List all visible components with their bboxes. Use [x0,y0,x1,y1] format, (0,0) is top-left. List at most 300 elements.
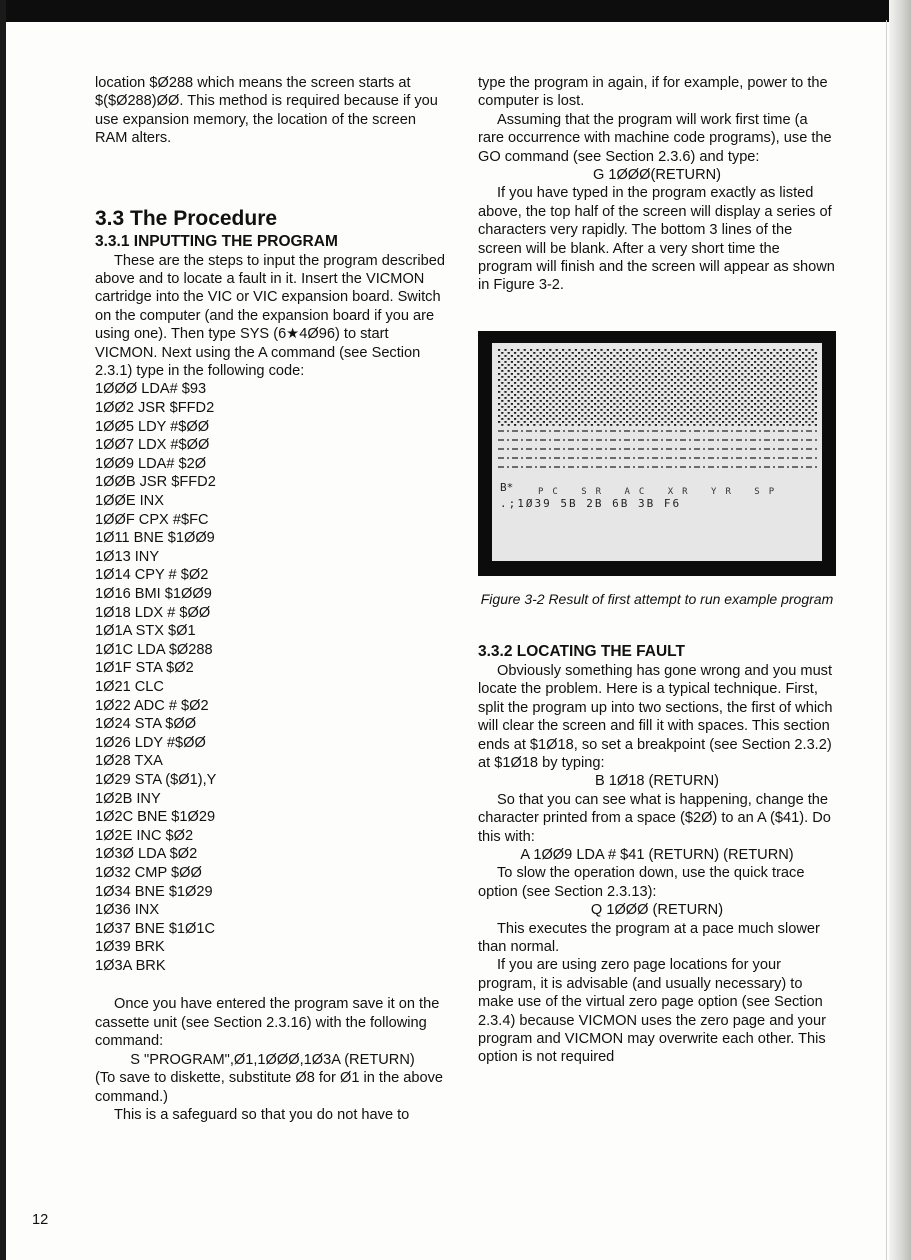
pattern-dot [716,391,718,393]
pattern-dot [524,355,526,357]
pattern-dot [572,358,574,360]
pattern-dot [616,352,618,354]
pattern-dot [588,385,590,387]
code-line: 1Ø16 BMI $1ØØ9 [95,586,212,602]
pattern-dot [562,361,564,363]
pattern-dot [642,394,644,396]
pattern-dot [693,358,695,360]
pattern-dot [591,382,593,384]
pattern-dot [607,373,609,375]
pattern-dot [693,376,695,378]
pattern-dot [543,385,545,387]
pattern-dot [655,418,657,420]
pattern-dot [703,367,705,369]
pattern-dot [741,373,743,375]
pattern-dot [796,424,798,426]
pattern-dot [591,418,593,420]
pattern-dot [703,391,705,393]
pattern-dot [549,409,551,411]
pattern-dot [498,415,500,417]
pattern-dot [664,421,666,423]
pattern-dot [556,397,558,399]
pattern-dot [677,421,679,423]
pattern-dot [546,418,548,420]
pattern-dot [568,385,570,387]
pattern-dot [738,370,740,372]
pattern-dot [498,367,500,369]
pattern-dot [760,373,762,375]
pattern-dot [815,412,817,414]
pattern-dot [687,364,689,366]
pattern-dot [530,361,532,363]
pattern-dot [815,382,817,384]
pattern-dot [764,400,766,402]
pattern-dot [703,361,705,363]
pattern-dot [581,397,583,399]
pattern-dot [757,424,759,426]
pattern-dot [719,418,721,420]
pattern-dot [748,361,750,363]
pattern-dot [764,412,766,414]
pattern-dot [514,394,516,396]
pattern-dot [565,358,567,360]
pattern-dot [677,391,679,393]
pattern-dot [712,400,714,402]
pattern-dot [610,394,612,396]
pattern-dot [652,385,654,387]
pattern-dot [786,421,788,423]
pattern-dot [581,355,583,357]
pattern-dot [805,397,807,399]
pattern-dot [687,400,689,402]
pattern-dot [613,385,615,387]
pattern-dot [536,415,538,417]
pattern-dot [671,361,673,363]
pattern-dot [776,370,778,372]
pattern-dot [648,388,650,390]
pattern-dot [508,412,510,414]
pattern-dot [696,367,698,369]
pattern-dot [799,415,801,417]
pattern-dot [527,382,529,384]
pattern-dot [514,382,516,384]
pattern-dot [722,379,724,381]
pattern-dot [543,349,545,351]
pattern-dot [591,400,593,402]
pattern-dot [575,355,577,357]
pattern-dot [751,358,753,360]
pattern-dot [780,367,782,369]
pattern-dot [760,379,762,381]
pattern-dot [760,403,762,405]
pattern-dot [514,358,516,360]
pattern-dot [597,406,599,408]
pattern-dot [610,370,612,372]
pattern-dot [648,424,650,426]
pattern-dot [744,406,746,408]
pattern-dot [540,418,542,420]
pattern-dot [504,361,506,363]
pattern-dot [546,364,548,366]
pattern-dot [796,394,798,396]
pattern-dot [607,397,609,399]
pattern-dot [744,370,746,372]
pattern-dot [508,382,510,384]
pattern-dot [802,412,804,414]
pattern-dot [639,403,641,405]
pattern-dot [581,379,583,381]
pattern-dot [524,409,526,411]
pattern-dot [735,409,737,411]
pattern-dot [812,373,814,375]
pattern-dot [568,403,570,405]
pattern-dot [680,388,682,390]
pattern-dot [594,391,596,393]
pattern-dot [732,370,734,372]
pattern-dot [690,421,692,423]
pattern-dot [661,358,663,360]
pattern-dot [556,355,558,357]
pattern-dot [703,403,705,405]
pattern-dot [741,379,743,381]
code-line: 1Ø2B INY [95,790,161,807]
pattern-dot [783,400,785,402]
pattern-dot [776,406,778,408]
pattern-dot [687,388,689,390]
pattern-dot [508,418,510,420]
pattern-dot [815,364,817,366]
pattern-dot [805,391,807,393]
pattern-dot [722,415,724,417]
pattern-dot [658,385,660,387]
pattern-dot [591,388,593,390]
pattern-dot [696,355,698,357]
pattern-dot [709,385,711,387]
pattern-dot [792,391,794,393]
pattern-dot [575,349,577,351]
pattern-dot [760,367,762,369]
pattern-dot [783,424,785,426]
pattern-dot [508,388,510,390]
pattern-dot [511,373,513,375]
pattern-dot [642,406,644,408]
pattern-dot [780,415,782,417]
pattern-dot [693,352,695,354]
pattern-dot [533,406,535,408]
pattern-dot [623,394,625,396]
pattern-dot [815,376,817,378]
pattern-dot [648,358,650,360]
pattern-dot [815,418,817,420]
pattern-dot [578,388,580,390]
pattern-dot [607,379,609,381]
pattern-dot [757,388,759,390]
pattern-dot [620,397,622,399]
pattern-dot [783,358,785,360]
pattern-dot [658,361,660,363]
pattern-dot [802,424,804,426]
pattern-dot [687,424,689,426]
pattern-dot [674,376,676,378]
pattern-dot [696,373,698,375]
pattern-dot [722,409,724,411]
pattern-dot [738,364,740,366]
pattern-dot [732,424,734,426]
pattern-dot [648,352,650,354]
pattern-dot [517,385,519,387]
pattern-dot [716,403,718,405]
pattern-dot [613,373,615,375]
pattern-dot [620,367,622,369]
pattern-dot [575,421,577,423]
pattern-dot [799,361,801,363]
pattern-dot [738,382,740,384]
pattern-dot [536,403,538,405]
pattern-dot [728,385,730,387]
pattern-dot [623,358,625,360]
pattern-dot [728,409,730,411]
pattern-dot [584,376,586,378]
pattern-dot [610,358,612,360]
subsection-title-inputting: 3.3.1 INPUTTING THE PROGRAM [95,232,338,250]
pattern-dot [552,376,554,378]
pattern-dot [543,361,545,363]
pattern-dot [796,406,798,408]
pattern-dot [549,361,551,363]
pattern-dot [808,352,810,354]
pattern-dot [751,400,753,402]
pattern-dot [671,373,673,375]
pattern-dot [600,349,602,351]
pattern-dot [610,376,612,378]
pattern-dot [517,397,519,399]
pattern-dot [764,370,766,372]
pattern-dot [600,391,602,393]
pattern-dot [658,397,660,399]
pattern-dot [604,388,606,390]
pattern-dot [527,406,529,408]
pattern-dot [607,415,609,417]
pattern-dot [540,400,542,402]
pattern-dot [591,424,593,426]
pattern-dot [674,406,676,408]
pattern-dot [626,397,628,399]
pattern-dot [796,382,798,384]
pattern-dot [783,352,785,354]
pattern-dot [636,406,638,408]
pattern-dot [760,361,762,363]
pattern-dot [530,397,532,399]
trace-paragraph: To slow the operation down, use the quick trace option (see Section 2.3.13): [478,865,805,900]
pattern-dot [773,421,775,423]
pattern-dot [559,370,561,372]
pattern-dot [709,361,711,363]
pattern-dot [600,397,602,399]
pattern-dot [738,358,740,360]
pattern-dot [796,352,798,354]
pattern-dot [578,412,580,414]
pattern-dot [655,424,657,426]
pattern-dot [520,400,522,402]
code-line: 1Ø2E INC $Ø2 [95,827,194,844]
pattern-dot [808,424,810,426]
pattern-dot [511,355,513,357]
pattern-dot [604,418,606,420]
pattern-dot [655,388,657,390]
pattern-dot [808,382,810,384]
pattern-dot [751,382,753,384]
pattern-dot [767,397,769,399]
pattern-dot [757,394,759,396]
pattern-dot [639,367,641,369]
pattern-dot [680,400,682,402]
pattern-dot [498,349,500,351]
pattern-dot [623,400,625,402]
pattern-dot [693,364,695,366]
code-line: 1ØØ2 JSR $FFD2 [95,400,215,417]
pattern-dot [530,379,532,381]
pattern-dot [549,385,551,387]
pattern-dot [620,385,622,387]
pattern-dot [584,388,586,390]
pattern-dot [575,379,577,381]
pattern-dot [770,364,772,366]
pattern-dot [664,367,666,369]
pattern-dot [632,385,634,387]
pattern-dot [776,358,778,360]
pattern-dot [520,418,522,420]
pattern-dot [690,349,692,351]
pattern-dot [706,406,708,408]
pattern-dot [613,349,615,351]
pattern-dot [514,352,516,354]
pattern-dot [792,361,794,363]
pattern-dot [514,412,516,414]
pattern-dot [744,388,746,390]
pattern-dot [552,400,554,402]
code-line: 1Ø32 CMP $ØØ [95,864,202,881]
pattern-dot [639,421,641,423]
pattern-dot [578,418,580,420]
pattern-dot [687,376,689,378]
pattern-dot [728,415,730,417]
scan-right-edge [889,0,911,1260]
pattern-dot [773,397,775,399]
pattern-dot [738,406,740,408]
pattern-dot [597,382,599,384]
pattern-dot [645,391,647,393]
pattern-dot [540,358,542,360]
pattern-dot [524,403,526,405]
pattern-dot [815,424,817,426]
pattern-dot [719,364,721,366]
pattern-dot [735,415,737,417]
pattern-dot [773,379,775,381]
pattern-dot [524,373,526,375]
pattern-dot [572,376,574,378]
pattern-dot [668,412,670,414]
pattern-dot [744,424,746,426]
intro-paragraph: location $Ø288 which means the screen starts at $($Ø288)ØØ. This method is required because if you use expansion memory, the location of the screen RAM alters. [95,75,438,147]
pattern-dot [805,367,807,369]
pattern-dot [661,406,663,408]
pattern-dot [687,406,689,408]
pattern-dot [501,382,503,384]
pattern-dot [562,355,564,357]
pattern-dot [754,391,756,393]
pattern-dot [748,403,750,405]
pattern-dot [732,412,734,414]
pattern-dot [581,403,583,405]
pattern-dot [530,367,532,369]
pattern-dot [658,415,660,417]
pattern-dot [645,415,647,417]
pattern-dot [796,388,798,390]
pattern-dot [498,379,500,381]
pattern-dot [735,373,737,375]
pattern-dot [805,409,807,411]
pattern-dot [786,361,788,363]
pattern-dot [514,406,516,408]
pattern-dot [760,421,762,423]
pattern-dot [789,364,791,366]
result-paragraph: If you have typed in the program exactly as listed above, the top half of the screen will display a series of characters very rapidly. The bottom 3 lines of the screen will be blank. After a very short time the program will finish and the screen will appear as shown in Figure 3-2. [478,185,835,294]
pattern-dot [562,391,564,393]
pattern-dot [504,391,506,393]
pattern-dot [588,355,590,357]
code-line: 1Ø13 INY [95,548,160,565]
pattern-dot [620,373,622,375]
pattern-dot [757,358,759,360]
pattern-dot [604,412,606,414]
pattern-dot [597,364,599,366]
pattern-dot [732,364,734,366]
pattern-dot [620,349,622,351]
pattern-dot [700,358,702,360]
pattern-dot [671,379,673,381]
pattern-dot [789,412,791,414]
pattern-dot [533,424,535,426]
pattern-dot [613,421,615,423]
pattern-dot [527,400,529,402]
pattern-dot [732,376,734,378]
pattern-dot [613,397,615,399]
pattern-dot [687,358,689,360]
pattern-dot [658,409,660,411]
pattern-dot [760,349,762,351]
pattern-dot [626,415,628,417]
pattern-dot [709,379,711,381]
pattern-dot [642,376,644,378]
pattern-dot [504,403,506,405]
pattern-dot [591,370,593,372]
pattern-dot [799,349,801,351]
pattern-dot [524,385,526,387]
pattern-dot [642,400,644,402]
pattern-dot [786,385,788,387]
pattern-dot [556,391,558,393]
pattern-dot [767,367,769,369]
code-line: 1ØØE INX [95,493,164,510]
pattern-dot [812,379,814,381]
pattern-dot [588,421,590,423]
pattern-dot [748,379,750,381]
pattern-dot [552,358,554,360]
pattern-dot [559,412,561,414]
code-line: 1Ø39 BRK [95,939,165,956]
pattern-dot [754,355,756,357]
pattern-dot [703,397,705,399]
